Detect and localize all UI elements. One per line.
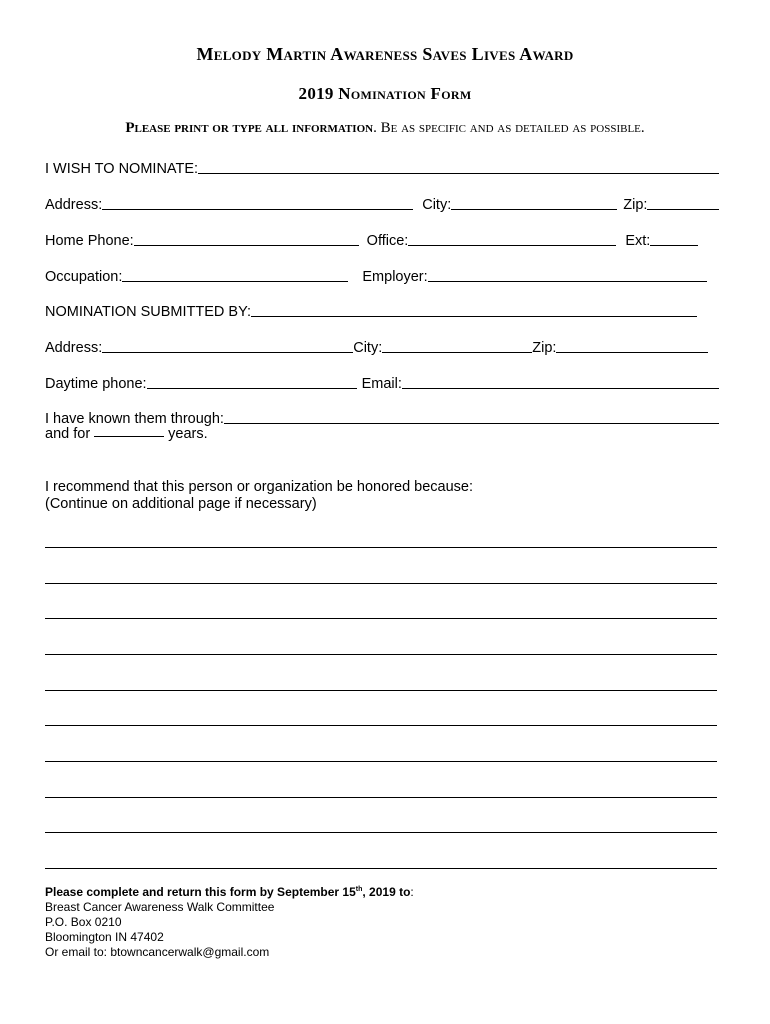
- ext-field[interactable]: [650, 245, 698, 246]
- recommendation-line-9[interactable]: [45, 832, 717, 833]
- email-label: Email:: [361, 375, 402, 392]
- return-deadline-colon: :: [410, 885, 414, 899]
- submitter-address-row: [45, 335, 719, 355]
- recommendation-line-1[interactable]: [45, 547, 717, 548]
- known-through-field[interactable]: [224, 423, 719, 424]
- nominee-zip-field[interactable]: [647, 209, 719, 210]
- years-known-row: [45, 427, 208, 442]
- recommendation-line-5[interactable]: [45, 690, 717, 691]
- nominee-address-row: [45, 192, 719, 212]
- instructions-bold: Please print or type all information: [125, 120, 374, 136]
- form-title: Melody Martin Awareness Saves Lives Award: [196, 44, 574, 64]
- occupation-field[interactable]: [122, 281, 348, 282]
- submitter-city-field[interactable]: [382, 352, 532, 353]
- return-deadline-sup: th: [355, 886, 363, 893]
- nominee-occupation-row: [45, 264, 719, 284]
- return-deadline: [45, 885, 414, 900]
- recommendation-line-7[interactable]: [45, 761, 717, 762]
- nominee-zip-label: Zip:: [623, 196, 648, 213]
- known-through-row: [45, 406, 719, 426]
- submitter-contact-row: [45, 371, 719, 391]
- daytime-phone-field[interactable]: [147, 388, 357, 389]
- nominee-phone-row: [45, 228, 719, 248]
- home-phone-field[interactable]: [134, 245, 359, 246]
- nominee-address-field[interactable]: [102, 209, 413, 210]
- and-for-label: and for: [45, 426, 91, 442]
- submitter-address-label: Address:: [45, 339, 103, 356]
- recommendation-line-3[interactable]: [45, 618, 717, 619]
- committee-name: Breast Cancer Awareness Walk Committee: [45, 900, 275, 914]
- nominee-city-label: City:: [422, 196, 452, 213]
- daytime-phone-label: Daytime phone:: [45, 375, 147, 392]
- submitter-name-row: [45, 299, 719, 319]
- form-subtitle: 2019 Nomination Form: [298, 84, 472, 103]
- instructions: [0, 120, 770, 137]
- office-phone-label: Office:: [366, 232, 409, 249]
- office-phone-field[interactable]: [408, 245, 616, 246]
- nominee-address-label: Address:: [45, 196, 103, 213]
- recommendation-line-10[interactable]: [45, 868, 717, 869]
- years-label: years.: [168, 426, 208, 442]
- submitter-zip-field[interactable]: [556, 352, 708, 353]
- nominee-name-row: [45, 156, 719, 176]
- years-known-field[interactable]: [94, 436, 164, 437]
- city-state-zip: Bloomington IN 47402: [45, 930, 164, 944]
- known-through-label: I have known them through:: [45, 410, 224, 427]
- recommendation-line-6[interactable]: [45, 725, 717, 726]
- return-deadline-prefix: Please complete and return this form by September 15: [45, 885, 356, 899]
- instructions-rest: . Be as specific and as detailed as possible.: [373, 120, 645, 136]
- nominee-name-label: I WISH TO NOMINATE:: [45, 160, 199, 177]
- employer-label: Employer:: [362, 268, 428, 285]
- return-deadline-suffix: , 2019 to: [362, 885, 411, 899]
- recommendation-line-8[interactable]: [45, 797, 717, 798]
- email-contact: Or email to: btowncancerwalk@gmail.com: [45, 945, 270, 959]
- recommend-statement: I recommend that this person or organization be honored because:: [45, 479, 474, 495]
- submitter-city-label: City:: [353, 339, 383, 356]
- submitter-name-field[interactable]: [251, 316, 697, 317]
- return-instructions: [45, 885, 414, 960]
- nominee-city-field[interactable]: [451, 209, 617, 210]
- recommendation-line-2[interactable]: [45, 583, 717, 584]
- employer-field[interactable]: [428, 281, 707, 282]
- submitter-address-field[interactable]: [102, 352, 353, 353]
- recommend-note: (Continue on additional page if necessary): [45, 496, 317, 512]
- submitter-name-label: NOMINATION SUBMITTED BY:: [45, 303, 251, 320]
- occupation-label: Occupation:: [45, 268, 123, 285]
- home-phone-label: Home Phone:: [45, 232, 134, 249]
- recommendation-line-4[interactable]: [45, 654, 717, 655]
- email-field[interactable]: [402, 388, 719, 389]
- submitter-zip-label: Zip:: [532, 339, 557, 356]
- ext-label: Ext:: [625, 232, 651, 249]
- po-box: P.O. Box 0210: [45, 915, 122, 929]
- nominee-name-field[interactable]: [198, 173, 719, 174]
